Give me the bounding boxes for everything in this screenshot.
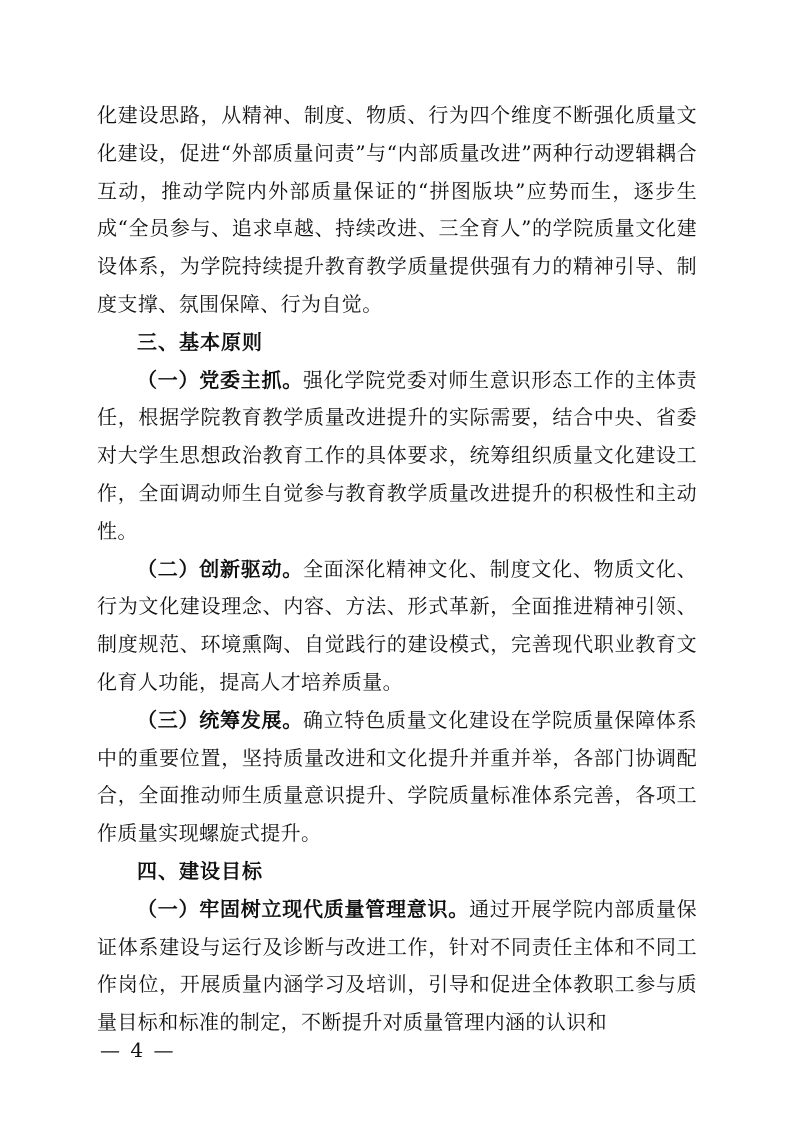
page-body [97,97,697,1042]
principle-item-party-leadership [97,362,697,551]
item-body: 全面深化精神文化、制度文化、物质文化、行为文化建设理念、内容、方法、形式革新，全面推进精神引领、制度规范、环境熏陶、自觉践行的建设模式，完善现代职业教育文化育人功能，提高人才培养质量。 [97,556,697,694]
intro-paragraph: 化建设思路，从精神、制度、物质、行为四个维度不断强化质量文化建设，促进“外部质量问责”与“内部质量改进”两种行动逻辑耦合互动，推动学院内外部质量保证的“拼图版块”应势而生，逐步生成“全员参与、追求卓越、持续改进、三全育人”的学院质量文化建设体系，为学院持续提升教育教学质量提供强有力的精神引导、制度支撑、氛围保障、行为自觉。 [97,103,697,316]
item-title: （二）创新驱动。 [137,556,304,581]
item-title: （一）党委主抓。 [137,367,304,392]
item-body: 确立特色质量文化建设在学院质量保障体系中的重要位置，坚持质量改进和文化提升并重并举，各部门协调配合，全面推动师生质量意识提升、学院质量标准体系完善，各项工作质量实现螺旋式提升。 [97,707,697,846]
item-title: （一）牢固树立现代质量管理意识。 [137,896,470,921]
item-body: 通过开展学院内部质量保证体系建设与运行及诊断与改进工作，针对不同责任主体和不同工作岗位，开展质量内涵学习及培训，引导和促进全体教职工参与质量目标和标准的制定，不断提升对质量管理内涵的认识和 [97,896,697,1035]
section-heading-basic-principles: 三、基本原则 [137,329,263,354]
item-body: 强化学院党委对师生意识形态工作的主体责任，根据学院教育教学质量改进提升的实际需要，结合中央、省委对大学生思想政治教育工作的具体要求，统筹组织质量文化建设工作，全面调动师生自觉参与教育教学质量改进提升的积极性和主动性。 [97,367,697,543]
principle-item-innovation [97,551,697,702]
page-number: — 4 — [100,1038,176,1062]
goal-item-quality-awareness [97,891,697,1042]
item-title: （三）统筹发展。 [137,707,304,732]
section-heading-goals: 四、建设目标 [137,858,263,883]
principle-item-coordination [97,702,697,853]
